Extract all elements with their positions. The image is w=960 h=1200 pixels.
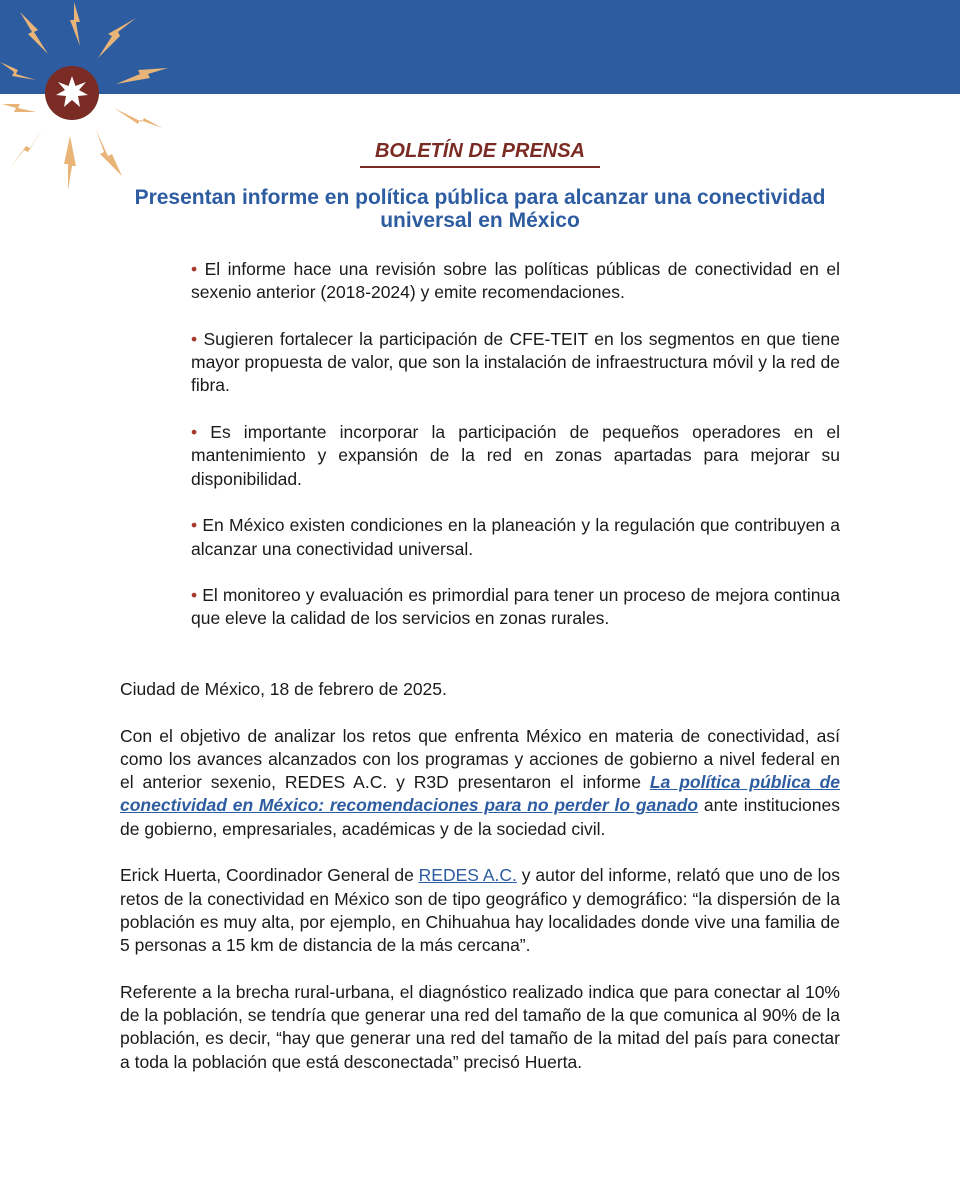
page-title (120, 186, 840, 232)
report-link[interactable]: La política pública de conectividad en México: recomendaciones para no perder lo ganado (120, 772, 841, 816)
bullet-icon: • (191, 515, 198, 536)
article-body (120, 678, 840, 1097)
bullet-icon: • (191, 422, 198, 443)
highlight-item: • Es importante incorporar la participación de pequeños operadores en el mantenimiento y expansión de la red en zonas apartadas para mejorar su disponibilidad. (191, 422, 840, 489)
starburst-logo-icon (0, 0, 180, 200)
dateline: Ciudad de México, 18 de febrero de 2025. (120, 679, 447, 699)
highlight-item: • Sugieren fortalecer la participación de CFE-TEIT en los segmentos en que tiene mayor propuesta de valor, que son la instalación de infraestructura móvil y la red de fibra. (191, 328, 840, 396)
page-title-line-1: Presentan informe en política pública para alcanzar una conectividad (134, 186, 826, 209)
highlight-item: • El informe hace una revisión sobre las políticas públicas de conectividad en el sexenio anterior (2018-2024) y emite recomendaciones. (191, 259, 841, 303)
redes-link[interactable]: REDES A.C. (418, 865, 517, 886)
highlights-list (191, 258, 840, 654)
bullet-icon: • (191, 328, 198, 349)
paragraph-3: Referente a la brecha rural-urbana, el diagnóstico realizado indica que para conectar al 10% de la población, se tendría que generar una red del tamaño de la que comunica al 90% de la población, es decir, “hay que generar una red del tamaño de la mitad del país para conectar a toda la población que está desconectada” precisó Huerta. (120, 981, 840, 1072)
bullet-icon: • (191, 585, 198, 606)
paragraph-1: Con el objetivo de analizar los retos que enfrenta México en materia de conectividad, así como los avances alcanzados con los programas y acciones de gobierno a nivel federal en el anterior sexenio, REDES A.C. y R3D presentaron el informe La política pública de conectividad en México: recomendaciones para no perder lo ganado ante instituciones de gobierno, empresariales, académicas y de la sociedad civil. (120, 725, 841, 839)
paragraph-2: Erick Huerta, Coordinador General de REDES A.C. y autor del informe, relató que uno de los retos de la conectividad en México son de tipo geográfico y demográfico: “la dispersión de la población es muy alta, por ejemplo, en Chihuahua hay localidades donde vive una familia de 5 personas a 15 km de distancia de la más cercana”. (120, 865, 840, 956)
page-title-line-2: universal en México (380, 209, 580, 232)
bullet-icon: • (191, 259, 198, 279)
highlight-item: • En México existen condiciones en la planeación y la regulación que contribuyen a alcanzar una conectividad universal. (191, 515, 840, 559)
press-release-label: BOLETÍN DE PRENSA (360, 140, 600, 168)
highlight-item: • El monitoreo y evaluación es primordial para tener un proceso de mejora continua que eleve la calidad de los servicios en zonas rurales. (191, 585, 840, 629)
